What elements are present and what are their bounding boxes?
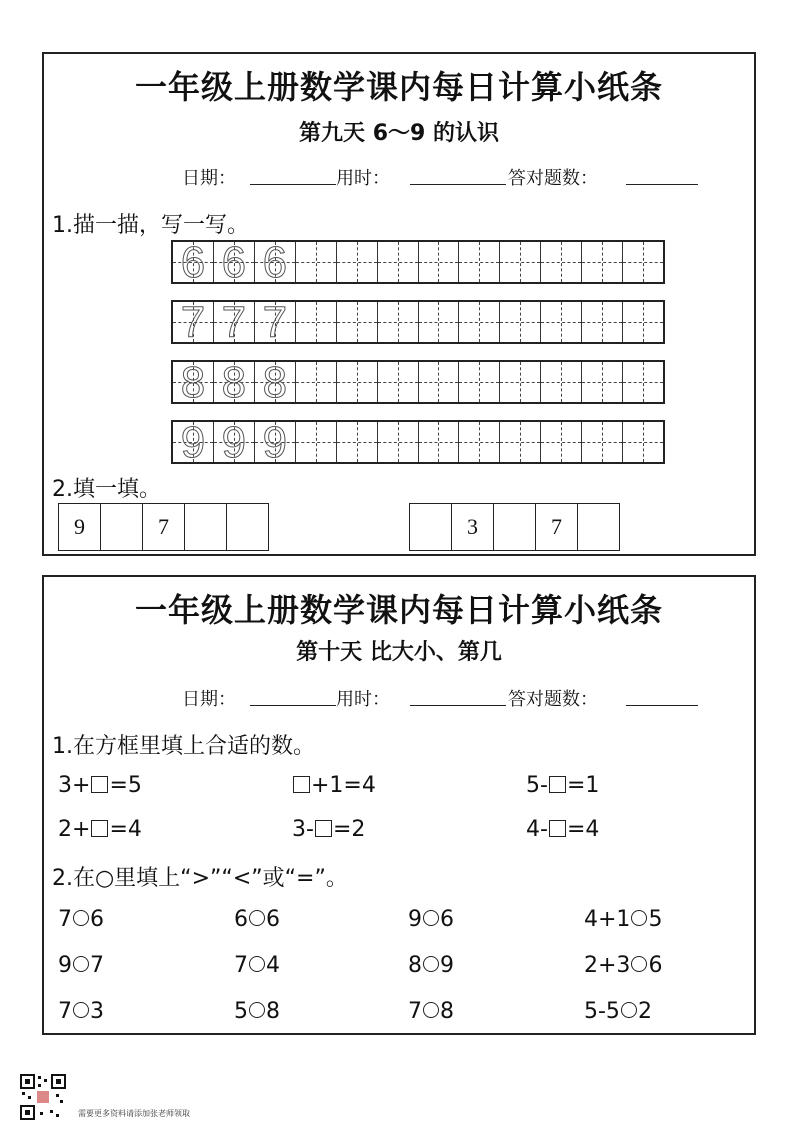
compare-right: 6 [440,907,454,932]
writing-cell[interactable] [214,358,255,407]
footer-text: 需要更多资料请添加张老师领取 [78,1109,190,1118]
writing-cell[interactable] [500,302,541,342]
answer-circle[interactable] [249,956,265,972]
compare-left: 9 [58,953,72,978]
seq-box[interactable] [494,504,536,550]
compare-left: 6 [234,907,248,932]
writing-cell[interactable] [173,298,214,347]
compare-problem [584,999,652,1024]
question-1-title: 1.描一描，写一写。 [52,213,249,238]
writing-cell[interactable] [419,242,460,282]
seq-box[interactable] [578,504,619,550]
fill-equation [292,773,376,798]
compare-left: 4+1 [584,907,631,932]
writing-cell[interactable] [173,358,214,407]
compare-left: 7 [58,999,72,1024]
writing-cell[interactable] [582,242,623,282]
compare-right: 8 [266,999,280,1024]
writing-cell[interactable] [214,238,255,287]
writing-cell[interactable] [173,418,214,467]
writing-cell[interactable] [500,422,541,462]
compare-problem [408,999,454,1024]
equation-left: 3- [292,817,314,842]
equation-left: 4- [526,817,548,842]
compare-left: 2+3 [584,953,631,978]
writing-cell[interactable] [419,362,460,402]
answer-box[interactable] [549,820,566,837]
writing-cell[interactable] [582,422,623,462]
trace-row [171,298,665,347]
compare-left: 7 [408,999,422,1024]
equation-right: =2 [332,817,366,842]
trace-digit: 7 [221,298,247,347]
fill-equation [58,817,142,842]
answer-box[interactable] [293,776,310,793]
compare-problem [234,953,280,978]
date-blank[interactable] [250,685,336,706]
writing-cell[interactable] [500,242,541,282]
trace-digit: 6 [262,238,288,287]
qr-code-icon [20,1074,66,1120]
seq-box[interactable]: 3 [452,504,494,550]
trace-digit: 6 [180,238,206,287]
writing-cell[interactable] [459,362,500,402]
trace-digit: 8 [221,358,247,407]
compare-problem [58,999,104,1024]
trace-digit: 9 [180,418,206,467]
compare-right: 3 [90,999,104,1024]
equation-right: =4 [109,817,142,842]
answer-box[interactable] [91,776,108,793]
compare-problem [58,953,104,978]
compare-right: 6 [648,953,663,978]
answer-circle[interactable] [249,910,265,926]
compare-problem [234,999,280,1024]
compare-problem [58,907,104,932]
compare-left: 5 [234,999,248,1024]
compare-right: 6 [90,907,104,932]
equation-right: =4 [566,817,600,842]
equation-right: =1 [566,773,600,798]
answer-box[interactable] [315,820,332,837]
compare-right: 7 [90,953,104,978]
writing-cell[interactable] [296,242,337,282]
writing-cell[interactable] [255,418,296,467]
writing-cell[interactable] [214,298,255,347]
compare-left: 5-5 [584,999,620,1024]
writing-cell[interactable] [623,242,663,282]
time-label: 用时： [336,168,390,189]
equation-left: 2+ [58,817,91,842]
trace-digit: 9 [262,418,288,467]
answer-box[interactable] [549,776,566,793]
seq-box[interactable] [101,504,143,550]
question-2-title: 2.在○里填上“>”“<”或“=”。 [52,866,348,891]
question-1-title: 1.在方框里填上合适的数。 [52,734,315,759]
date-label: 日期： [182,168,236,189]
trace-digit: 8 [262,358,288,407]
equation-right: +1=4 [311,773,376,798]
writing-cell[interactable] [337,302,378,342]
writing-cell[interactable] [255,298,296,347]
seq-box[interactable] [227,504,268,550]
writing-cell[interactable] [541,242,582,282]
writing-cell[interactable] [337,422,378,462]
writing-cell[interactable] [296,362,337,402]
writing-cell[interactable] [623,362,663,402]
compare-right: 2 [637,999,652,1024]
writing-cell[interactable] [378,242,419,282]
writing-cell[interactable] [378,362,419,402]
trace-row [171,358,665,407]
writing-cell[interactable] [337,362,378,402]
worksheet-day9 [42,52,756,556]
time-label: 用时： [336,689,390,710]
trace-row [171,238,665,287]
compare-left: 7 [234,953,248,978]
fill-equation [526,817,599,842]
trace-digit: 9 [221,418,247,467]
fill-equation [292,817,365,842]
compare-problem [234,907,280,932]
compare-right: 4 [266,953,280,978]
compare-problem [584,953,662,978]
answer-circle[interactable] [423,956,439,972]
answer-circle[interactable] [423,910,439,926]
correct-label: 答对题数： [508,168,598,189]
compare-left: 9 [408,907,422,932]
writing-cell[interactable] [419,302,460,342]
fill-equation [526,773,599,798]
fill-equation [58,773,142,798]
equation-left: 5- [526,773,548,798]
equation-left: 3+ [58,773,91,798]
compare-left: 8 [408,953,422,978]
writing-cell[interactable] [582,302,623,342]
correct-blank[interactable] [626,685,698,706]
time-blank[interactable] [410,685,506,706]
correct-blank[interactable] [626,164,698,185]
writing-cell[interactable] [459,242,500,282]
answer-circle[interactable] [423,1002,439,1018]
sequence-left [58,503,269,551]
writing-cell[interactable] [541,302,582,342]
sequence-right [409,503,620,551]
date-blank[interactable] [250,164,336,185]
compare-problem [584,907,662,932]
writing-cell[interactable] [378,302,419,342]
writing-cell[interactable] [296,422,337,462]
compare-left: 7 [58,907,72,932]
compare-problem [408,907,454,932]
sheet-subtitle: 第十天 比大小、第几 [296,640,502,665]
compare-right: 8 [440,999,454,1024]
seq-box[interactable]: 9 [59,504,101,550]
writing-cell[interactable] [623,302,663,342]
answer-circle[interactable] [631,910,647,926]
answer-circle[interactable] [621,1002,637,1018]
sheet-title: 一年级上册数学课内每日计算小纸条 [134,591,663,629]
answer-circle[interactable] [73,956,89,972]
answer-circle[interactable] [73,1002,89,1018]
date-label: 日期： [182,689,236,710]
answer-box[interactable] [91,820,108,837]
correct-label: 答对题数： [508,689,598,710]
writing-cell[interactable] [337,242,378,282]
compare-right: 6 [266,907,280,932]
writing-cell[interactable] [459,422,500,462]
worksheet-day10 [42,575,756,1035]
answer-circle[interactable] [249,1002,265,1018]
question-2-title: 2.填一填。 [52,477,161,502]
writing-cell[interactable] [623,422,663,462]
writing-cell[interactable] [541,362,582,402]
trace-digit: 6 [221,238,247,287]
answer-circle[interactable] [631,956,647,972]
writing-cell[interactable] [541,422,582,462]
time-blank[interactable] [410,164,506,185]
compare-problem [408,953,454,978]
trace-digit: 7 [180,298,206,347]
writing-cell[interactable] [459,302,500,342]
equation-right: =5 [109,773,142,798]
writing-cell[interactable] [214,418,255,467]
seq-box[interactable]: 7 [143,504,185,550]
writing-cell[interactable] [582,362,623,402]
seq-box[interactable] [185,504,227,550]
writing-cell[interactable] [500,362,541,402]
sheet-title: 一年级上册数学课内每日计算小纸条 [134,68,663,106]
seq-box[interactable] [410,504,452,550]
writing-cell[interactable] [255,238,296,287]
writing-cell[interactable] [255,358,296,407]
writing-cell[interactable] [419,422,460,462]
seq-box[interactable]: 7 [536,504,578,550]
writing-cell[interactable] [173,238,214,287]
trace-digit: 7 [262,298,288,347]
compare-right: 9 [440,953,454,978]
compare-right: 5 [648,907,663,932]
writing-cell[interactable] [378,422,419,462]
writing-cell[interactable] [296,302,337,342]
answer-circle[interactable] [73,910,89,926]
sheet-subtitle: 第九天 6～9 的认识 [299,121,499,146]
trace-row [171,418,665,467]
trace-digit: 8 [180,358,206,407]
